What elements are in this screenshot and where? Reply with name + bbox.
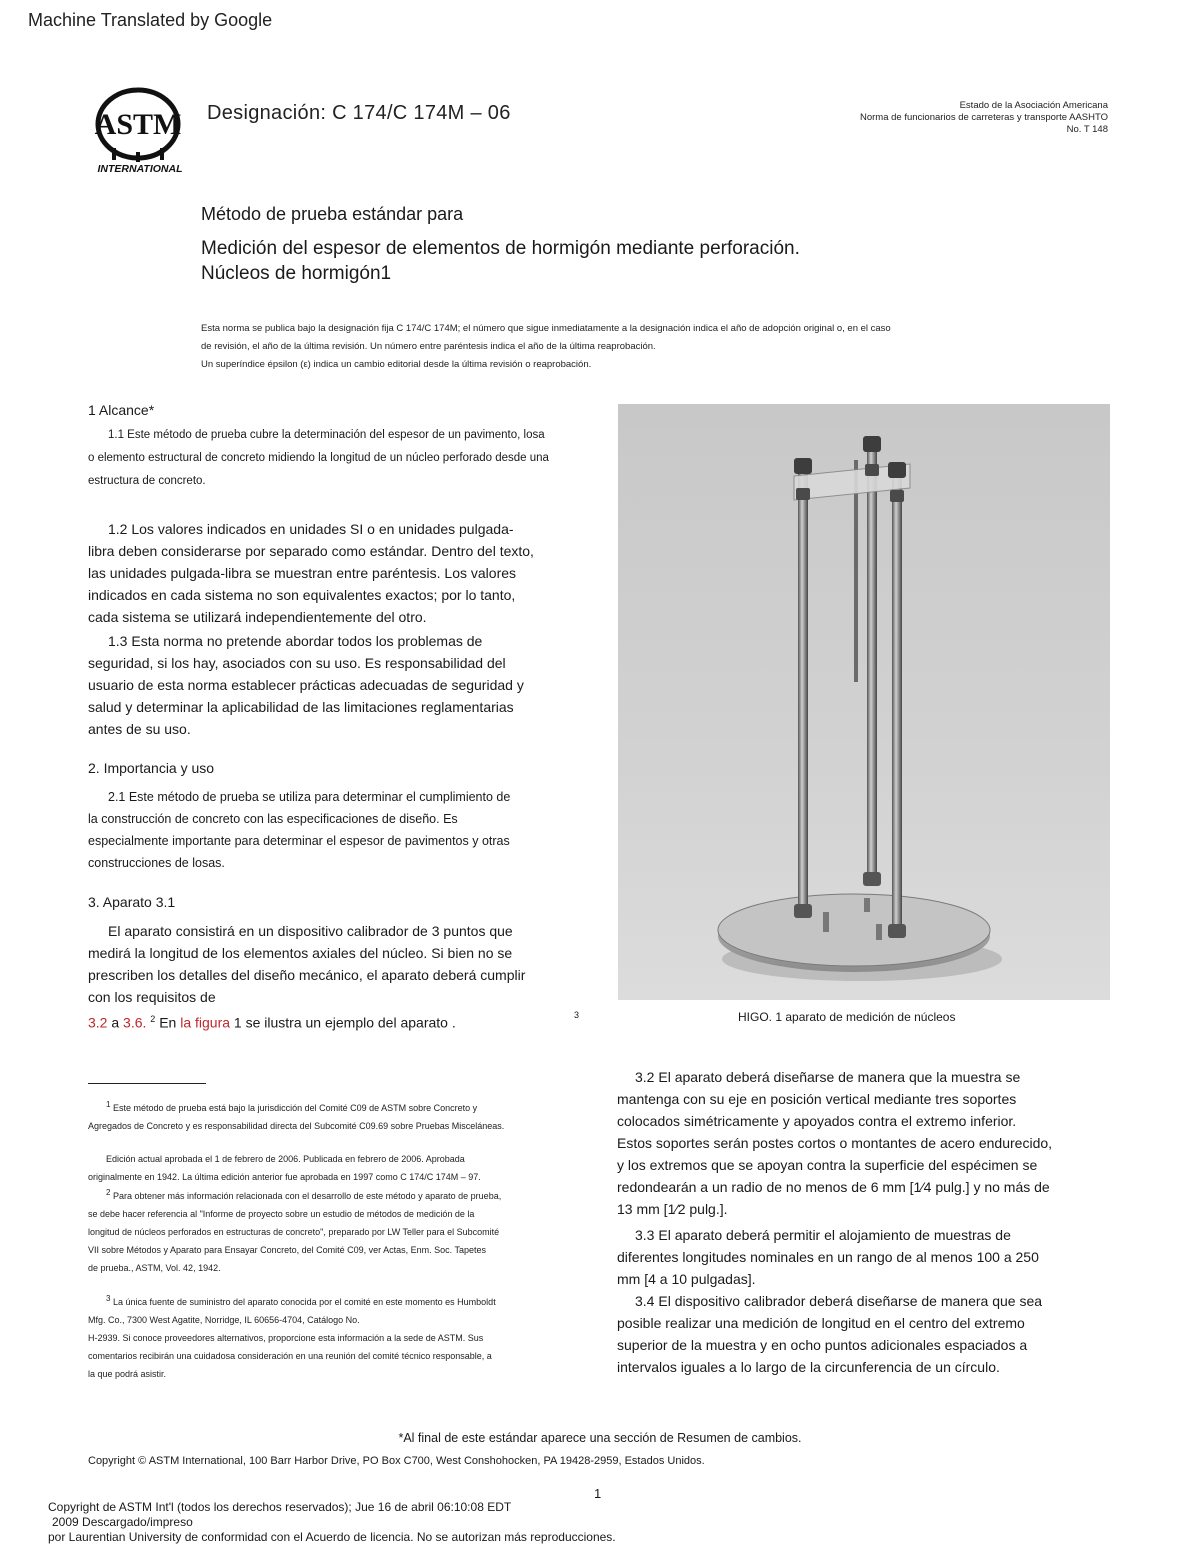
title-line-1: Método de prueba estándar para: [201, 204, 464, 224]
association-line: Norma de funcionarios de carreteras y transporte AASHTO: [860, 112, 1108, 123]
text-line: por Laurentian University de conformidad con el Acuerdo de licencia. No se autorizan más reproducciones.: [48, 1530, 616, 1544]
text-line: superior de la muestra y en ocho puntos adicionales espaciados a: [617, 1337, 1028, 1353]
paragraph-3-2: [617, 1066, 1102, 1220]
footnote-number: 2: [106, 1188, 111, 1197]
text-line: antes de su uso.: [88, 721, 191, 737]
text-fragment: En: [159, 1014, 181, 1031]
text-line: medirá la longitud de los elementos axiales del núcleo. Si bien no se: [88, 945, 513, 961]
footnote-ref-3[interactable]: 3: [574, 1010, 580, 1020]
note-line: Esta norma se publica bajo la designación fija C 174/C 174M; el número que sigue inmediatamente a la designación indica el año de adopción original o, en el caso: [201, 323, 891, 334]
text-line: 3.2 El aparato deberá diseñarse de manera que la muestra se: [635, 1069, 1021, 1085]
copyright-line: Copyright © ASTM International, 100 Barr Harbor Drive, PO Box C700, West Conshohocken, PA 19428-2959, Estados Unidos.: [88, 1455, 705, 1467]
footnote-1: [88, 1096, 598, 1135]
link-section-3-6[interactable]: 3.6.: [123, 1014, 147, 1031]
text-line: Este método de prueba está bajo la jurisdicción del Comité C09 de ASTM sobre Concreto y: [112, 1103, 478, 1113]
text-line: posible realizar una medición de longitud en el centro del extremo: [617, 1315, 1025, 1331]
astm-logo: [86, 86, 194, 176]
summary-of-changes-note: *Al final de este estándar aparece una sección de Resumen de cambios.: [398, 1431, 802, 1445]
text-line: 2009 Descargado/impreso: [52, 1515, 193, 1529]
association-line: Estado de la Asociación Americana: [959, 100, 1108, 111]
text-line: se debe hacer referencia al "Informe de proyecto sobre un estudio de métodos de medición de la: [88, 1209, 475, 1219]
text-line: libra deben considerarse por separado como estándar. Dentro del texto,: [88, 543, 534, 559]
text-line: especialmente importante para determinar el espesor de pavimentos y otras: [88, 834, 510, 848]
text-line: comentarios recibirán una cuidadosa consideración en una reunión del comité técnico responsable, a: [88, 1351, 492, 1361]
text-line: intervalos iguales a lo largo de la circunferencia de un círculo.: [617, 1359, 1000, 1375]
text-line: prescriben los detalles del diseño mecánico, el aparato deberá cumplir: [88, 967, 526, 983]
link-figure-1[interactable]: la figura: [180, 1014, 231, 1031]
section-1-heading: 1 Alcance*: [88, 402, 155, 418]
international-text: INTERNATIONAL: [97, 163, 183, 175]
text-line: de prueba., ASTM, Vol. 42, 1942.: [88, 1263, 221, 1273]
text-line: colocados simétricamente y apoyados contra el extremo inferior.: [617, 1113, 1017, 1129]
designation-note: [201, 320, 1011, 374]
text-line: diferentes longitudes nominales en un rango de al menos 100 a 250: [617, 1249, 1039, 1265]
footnote-3: [88, 1290, 598, 1383]
note-line: de revisión, el año de la última revisión. Un número entre paréntesis indica el año de la última reaprobación.: [201, 341, 656, 352]
association-line: No. T 148: [1066, 124, 1108, 135]
text-line: redondearán a un radio de no menos de 6 mm [1⁄4 pulg.] y no más de: [617, 1179, 1050, 1195]
text-line: La única fuente de suministro del aparato conocida por el comité en este momento es Humboldt: [112, 1297, 496, 1307]
link-section-3-2[interactable]: 3.2: [88, 1014, 108, 1031]
text-line: Edición actual aprobada el 1 de febrero de 2006. Publicada en febrero de 2006. Aprobada: [106, 1154, 465, 1164]
title-main: [201, 236, 961, 286]
designation: Designación: C 174/C 174M – 06: [207, 102, 511, 124]
footnote-divider: [88, 1083, 206, 1084]
text-fragment: a: [111, 1014, 120, 1031]
paragraph-1-1: [88, 424, 588, 493]
machine-translated-banner: Machine Translated by Google: [28, 10, 273, 30]
text-line: las unidades pulgada-libra se muestran entre paréntesis. Los valores: [88, 565, 517, 581]
text-line: originalmente en 1942. La última edición anterior fue aprobada en 1997 como C 174/C 174M – 97.: [88, 1172, 481, 1182]
text-line: cada sistema se utilizará independientemente del otro.: [88, 609, 427, 625]
text-line: mm [4 a 10 pulgadas].: [617, 1271, 756, 1287]
title-line-2b: Núcleos de hormigón1: [201, 263, 392, 284]
text-line: con los requisitos de: [88, 989, 216, 1005]
figure-caption: HIGO. 1 aparato de medición de núcleos: [738, 1010, 956, 1024]
note-line: Un superíndice épsilon (ε) indica un cambio editorial desde la última revisión o reaprobación.: [201, 359, 592, 370]
text-line: 3.3 El aparato deberá permitir el alojamiento de muestras de: [635, 1227, 1011, 1243]
footnote-2: [88, 1184, 598, 1277]
astm-logo-text: ASTM: [94, 108, 182, 141]
core-measuring-apparatus-photo: [618, 404, 1110, 1000]
footnote-ref-2[interactable]: 2: [150, 1014, 156, 1024]
text-line: usuario de esta norma establecer prácticas adecuadas de seguridad y: [88, 677, 524, 693]
section-3-heading: 3. Aparato 3.1: [88, 894, 176, 910]
paragraph-3-1: [88, 920, 588, 1034]
text-fragment: 1 se ilustra un ejemplo del aparato .: [230, 1014, 456, 1031]
text-line: la que podrá asistir.: [88, 1369, 167, 1379]
title-line-2a: Medición del espesor de elementos de hormigón mediante perforación.: [201, 238, 800, 259]
footnote-number: 1: [106, 1100, 111, 1109]
text-line: construcciones de losas.: [88, 856, 225, 870]
text-line: H-2939. Si conoce proveedores alternativos, proporcione esta información a la sede de ASTM. Sus: [88, 1333, 484, 1343]
text-line: Copyright de ASTM Int'l (todos los derechos reservados); Jue 16 de abril 06:10:08 EDT: [48, 1500, 512, 1514]
section-2-heading: 2. Importancia y uso: [88, 760, 215, 776]
text-line: 2.1 Este método de prueba se utiliza para determinar el cumplimiento de: [108, 790, 511, 804]
paragraph-3-4: [617, 1290, 1102, 1378]
footnote-number: 3: [106, 1294, 111, 1303]
paragraph-3-3: [617, 1224, 1102, 1290]
text-line: Mfg. Co., 7300 West Agatite, Norridge, IL 60656-4704, Catálogo No.: [88, 1315, 360, 1325]
text-line: indicados en cada sistema no son equivalentes exactos; por lo tanto,: [88, 587, 516, 603]
text-line: 1.2 Los valores indicados en unidades SI o en unidades pulgada-: [108, 521, 514, 537]
text-line: 1.1 Este método de prueba cubre la determinación del espesor de un pavimento, losa: [108, 429, 545, 441]
footnote-1-edition: [88, 1150, 598, 1186]
text-line: seguridad, si los hay, asociados con su uso. Es responsabilidad del: [88, 655, 506, 671]
text-line: Agregados de Concreto y es responsabilidad directa del Subcomité C09.69 sobre Pruebas Misceláneas.: [88, 1121, 505, 1131]
text-line: y los extremos que se apoyan contra la superficie del espécimen se: [617, 1157, 1038, 1173]
text-line: Estos soportes serán postes cortos o montantes de acero endurecido,: [617, 1135, 1053, 1151]
text-line: VII sobre Métodos y Aparato para Ensayar Concreto, del Comité C09, ver Actas, Enm. Soc. Tapetes: [88, 1245, 487, 1255]
text-line: la construcción de concreto con las especificaciones de diseño. Es: [88, 812, 458, 826]
text-line: 1.3 Esta norma no pretende abordar todos los problemas de: [108, 633, 483, 649]
paragraph-2-1: [88, 786, 588, 874]
association-block: [780, 100, 1108, 136]
text-line-with-links: [88, 1008, 588, 1034]
text-line: longitud de núcleos perforados en estructuras de concreto", preparado por LW Teller para el Subcomité: [88, 1227, 500, 1237]
text-line: salud y determinar la aplicabilidad de las limitaciones reglamentarias: [88, 699, 514, 715]
page-number: 1: [594, 1486, 602, 1501]
text-line: Para obtener más información relacionada con el desarrollo de este método y aparato de prueba,: [112, 1191, 502, 1201]
text-line: estructura de concreto.: [88, 475, 206, 487]
text-line: 3.4 El dispositivo calibrador deberá diseñarse de manera que sea: [635, 1293, 1043, 1309]
text-line: o elemento estructural de concreto midiendo la longitud de un núcleo perforado desde una: [88, 452, 549, 464]
text-line: El aparato consistirá en un dispositivo calibrador de 3 puntos que: [108, 923, 513, 939]
paragraph-1-3: [88, 630, 588, 740]
license-footer: [48, 1500, 616, 1545]
text-line: 13 mm [1⁄2 pulg.].: [617, 1201, 728, 1217]
text-line: mantenga con su eje en posición vertical mediante tres soportes: [617, 1091, 1017, 1107]
paragraph-1-2: [88, 518, 588, 628]
